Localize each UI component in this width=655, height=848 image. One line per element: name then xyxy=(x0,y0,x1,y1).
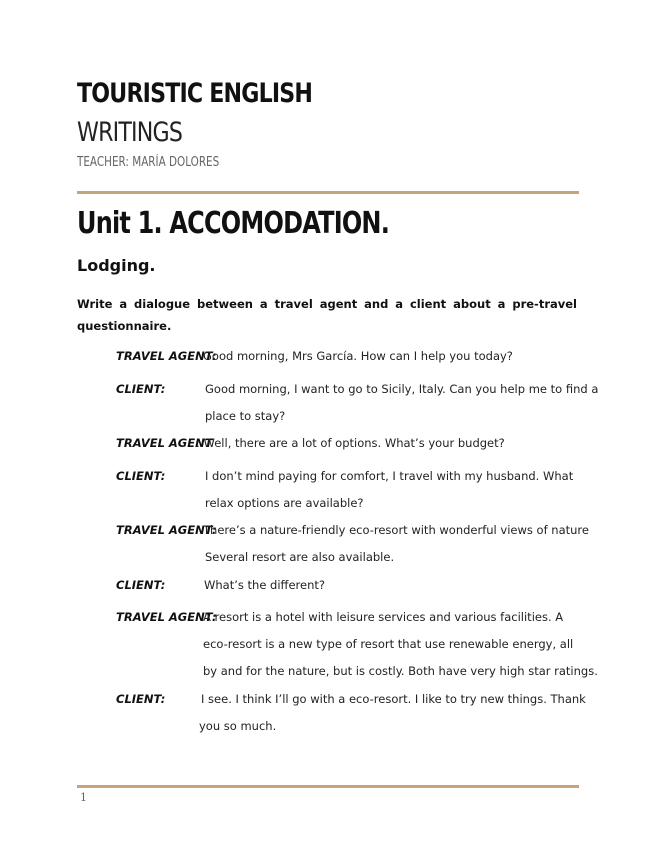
dialogue-line: A resort is a hotel with leisure services and various facilities. A xyxy=(203,610,564,624)
dialogue-speaker: CLIENT: xyxy=(116,469,166,483)
dialogue-speaker: CLIENT: xyxy=(116,382,166,396)
dialogue-line: Good morning, Mrs García. How can I help you today? xyxy=(203,349,513,363)
dialogue-speaker: TRAVEL AGENT: xyxy=(116,349,217,363)
footer-divider xyxy=(77,785,579,788)
dialogue-speaker: TRAVEL AGENT: xyxy=(116,523,217,537)
dialogue-line: relax options are available? xyxy=(205,496,364,510)
dialogue-line: by and for the nature, but is costly. Both have very high star ratings. xyxy=(203,664,598,678)
unit-heading: Unit 1. ACCOMODATION. xyxy=(77,206,390,241)
document-subtitle: WRITINGS xyxy=(77,117,183,148)
dialogue-line: Good morning, I want to go to Sicily, Italy. Can you help me to find a xyxy=(205,382,599,396)
dialogue-line: What’s the different? xyxy=(204,578,325,592)
dialogue-line: place to stay? xyxy=(205,409,286,423)
page-number: 1 xyxy=(80,791,87,804)
dialogue-line: you so much. xyxy=(199,719,277,733)
teacher-name: TEACHER: MARÍA DOLORES xyxy=(77,155,220,170)
header-divider xyxy=(77,191,579,194)
exercise-instructions: Write a dialogue between a travel agent and a client about a pre-travel questionnaire. xyxy=(77,297,577,333)
dialogue-line: Several resort are also available. xyxy=(205,550,395,564)
dialogue-line: There’s a nature-friendly eco-resort with wonderful views of nature xyxy=(203,523,589,537)
dialogue-line: : Well, there are a lot of options. What’s your budget? xyxy=(196,436,505,450)
document-title: TOURISTIC ENGLISH xyxy=(77,78,313,109)
dialogue-line: I don’t mind paying for comfort, I travel with my husband. What xyxy=(205,469,574,483)
dialogue-line: eco-resort is a new type of resort that use renewable energy, all xyxy=(203,637,574,651)
dialogue-line: I see. I think I’ll go with a eco-resort. I like to try new things. Thank xyxy=(201,692,586,706)
dialogue-speaker: TRAVEL AGENT xyxy=(116,436,213,450)
dialogue-speaker: TRAVEL AGENT: xyxy=(116,610,217,624)
dialogue-speaker: CLIENT: xyxy=(116,692,166,706)
section-subheading: Lodging. xyxy=(77,256,156,275)
dialogue-speaker: CLIENT: xyxy=(116,578,166,592)
